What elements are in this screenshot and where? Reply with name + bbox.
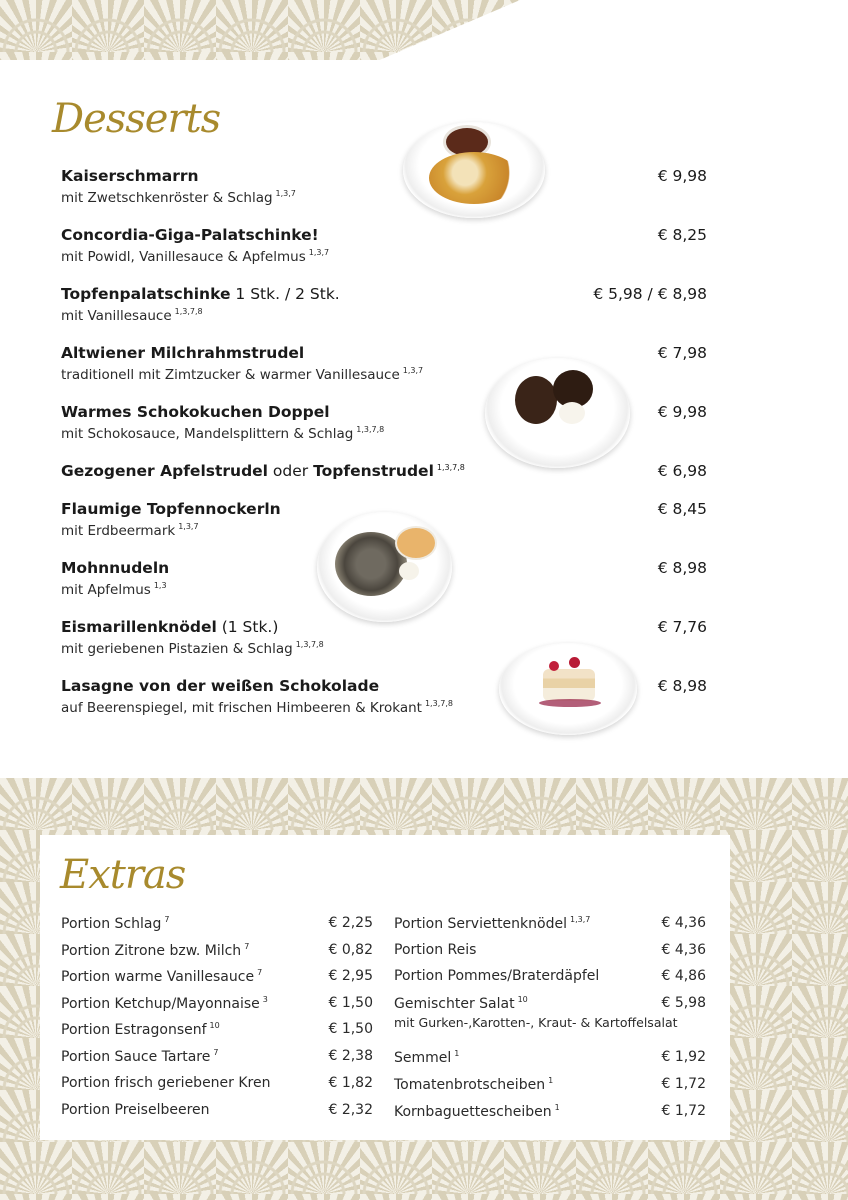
dessert-price: € 8,45 [657, 500, 707, 518]
extra-item-price: € 2,38 [328, 1048, 373, 1064]
dessert-description: mit Zwetschkenröster & Schlag $^{1,3,7}$ [61, 189, 296, 206]
extra-item-price: € 0,82 [328, 942, 373, 958]
dessert-item-lasagne [61, 677, 707, 716]
dessert-price: € 8,98 [657, 677, 707, 695]
dessert-name: Flaumige Topfennockerln [61, 500, 281, 518]
salad-description: mit Gurken-,Karotten-, Kraut- & Kartoffelsalat [394, 1015, 678, 1030]
extra-item-price: € 4,36 [661, 942, 706, 958]
dessert-description: mit Vanillesauce $^{1,3,7,8}$ [61, 307, 203, 324]
dessert-item-strudel [61, 462, 707, 480]
dessert-price: € 8,25 [657, 226, 707, 244]
dessert-price: € 9,98 [657, 167, 707, 185]
dessert-name: Gezogener Apfelstrudel oder Topfenstrudel $^{1,3,7,8}$ [61, 462, 465, 480]
extra-item-label: Portion warme Vanillesauce $^7$ [61, 968, 263, 985]
extra-item-label: Portion frisch geriebener Kren [61, 1075, 271, 1091]
extra-item-price: € 1,72 [661, 1076, 706, 1092]
allergen-codes: 1,3,7 [308, 248, 330, 257]
dessert-name: Altwiener Milchrahmstrudel [61, 344, 305, 362]
allergen-codes: 1,3 [153, 581, 167, 590]
extra-item-price: € 5,98 [661, 995, 706, 1011]
portion-info: 1 Stk. / 2 Stk. [230, 285, 340, 303]
extra-item-price: € 1,82 [328, 1075, 373, 1091]
dessert-description: mit Erdbeermark $^{1,3,7}$ [61, 522, 199, 539]
extra-item-label: Portion Sauce Tartare $^7$ [61, 1048, 219, 1065]
dessert-price: € 9,98 [657, 403, 707, 421]
dessert-name: Kaiserschmarrn [61, 167, 199, 185]
dessert-description: mit geriebenen Pistazien & Schlag $^{1,3,7,8}$ [61, 640, 324, 657]
allergen-codes: 1,3,7,8 [424, 699, 453, 708]
dessert-name: Warmes Schokokuchen Doppel [61, 403, 330, 421]
allergen-codes: 1,3,7 [178, 522, 199, 531]
extra-item-label: Portion Estragonsenf $^{10}$ [61, 1021, 220, 1038]
allergen-codes: 1,3,7 [402, 366, 424, 375]
dessert-item-topfenpalatschinke [61, 285, 707, 324]
extra-item-price: € 4,36 [661, 915, 706, 931]
extra-item-label: Portion Zitrone bzw. Milch $^7$ [61, 942, 250, 959]
desserts-title: Desserts [52, 96, 221, 142]
dessert-description: mit Powidl, Vanillesauce & Apfelmus $^{1,3,7}$ [61, 248, 330, 265]
extra-item-price: € 2,32 [328, 1102, 373, 1118]
extras-title: Extras [60, 852, 186, 898]
extra-item-label: Gemischter Salat $^{10}$ [394, 995, 528, 1012]
extra-item-label: Portion Pommes/Braterdäpfel [394, 968, 600, 984]
extra-item-label: Portion Serviettenknödel $^{1,3,7}$ [394, 915, 591, 932]
dessert-item-topfennockerln [61, 500, 707, 539]
dessert-price: € 7,76 [657, 618, 707, 636]
extra-item-price: € 1,50 [328, 1021, 373, 1037]
dessert-name: Concordia-Giga-Palatschinke! [61, 226, 319, 244]
dessert-price: € 7,98 [657, 344, 707, 362]
dessert-item-eismarillenknoedel [61, 618, 707, 657]
portion-info: (1 Stk.) [216, 618, 279, 636]
extra-item-price: € 2,25 [328, 915, 373, 931]
extra-item-label: Portion Preiselbeeren [61, 1102, 210, 1118]
allergen-codes: 1,3,7,8 [174, 307, 203, 316]
dessert-description: mit Apfelmus $^{1,3}$ [61, 581, 167, 598]
dessert-price: € 6,98 [657, 462, 707, 480]
dessert-description: auf Beerenspiegel, mit frischen Himbeeren & Krokant $^{1,3,7,8}$ [61, 699, 453, 716]
extra-item-price: € 1,50 [328, 995, 373, 1011]
extra-item-price: € 1,72 [661, 1103, 706, 1119]
extra-item-label: Portion Reis [394, 942, 477, 958]
extra-item-label: Portion Schlag $^7$ [61, 915, 170, 932]
dessert-item-palatschinke-giga [61, 226, 707, 265]
dessert-item-kaiserschmarrn [61, 167, 707, 206]
dessert-name: Mohnnudeln [61, 559, 170, 577]
extra-item-label: Tomatenbrotscheiben $^1$ [394, 1076, 554, 1093]
extra-item-price: € 1,92 [661, 1049, 706, 1065]
extra-item-price: € 4,86 [661, 968, 706, 984]
dessert-name: Eismarillenknödel (1 Stk.) [61, 618, 279, 636]
allergen-codes: 1,3,7 [275, 189, 296, 198]
allergen-codes: 1,3,7,8 [356, 425, 385, 434]
extra-item-label: Portion Ketchup/Mayonnaise $^3$ [61, 995, 268, 1012]
extra-item-price: € 2,95 [328, 968, 373, 984]
allergen-codes: 1,3,7,8 [295, 640, 324, 649]
dessert-description: mit Schokosauce, Mandelsplittern & Schlag $^{1,3,7,8}$ [61, 425, 385, 442]
dessert-item-mohnnudeln [61, 559, 707, 598]
dessert-price: € 8,98 [657, 559, 707, 577]
dessert-name: Lasagne von der weißen Schokolade [61, 677, 380, 695]
dessert-item-schokokuchen [61, 403, 707, 442]
allergen-codes: 1,3,7,8 [436, 463, 465, 472]
dessert-description: traditionell mit Zimtzucker & warmer Vanillesauce $^{1,3,7}$ [61, 366, 424, 383]
extra-item-label: Kornbaguettescheiben $^1$ [394, 1103, 560, 1120]
dessert-name: Topfenpalatschinke 1 Stk. / 2 Stk. [61, 285, 340, 303]
dessert-price: € 5,98 / € 8,98 [593, 285, 707, 303]
dessert-item-milchrahmstrudel [61, 344, 707, 383]
extra-item-label: Semmel $^1$ [394, 1049, 460, 1066]
top-pattern-band [0, 0, 520, 60]
